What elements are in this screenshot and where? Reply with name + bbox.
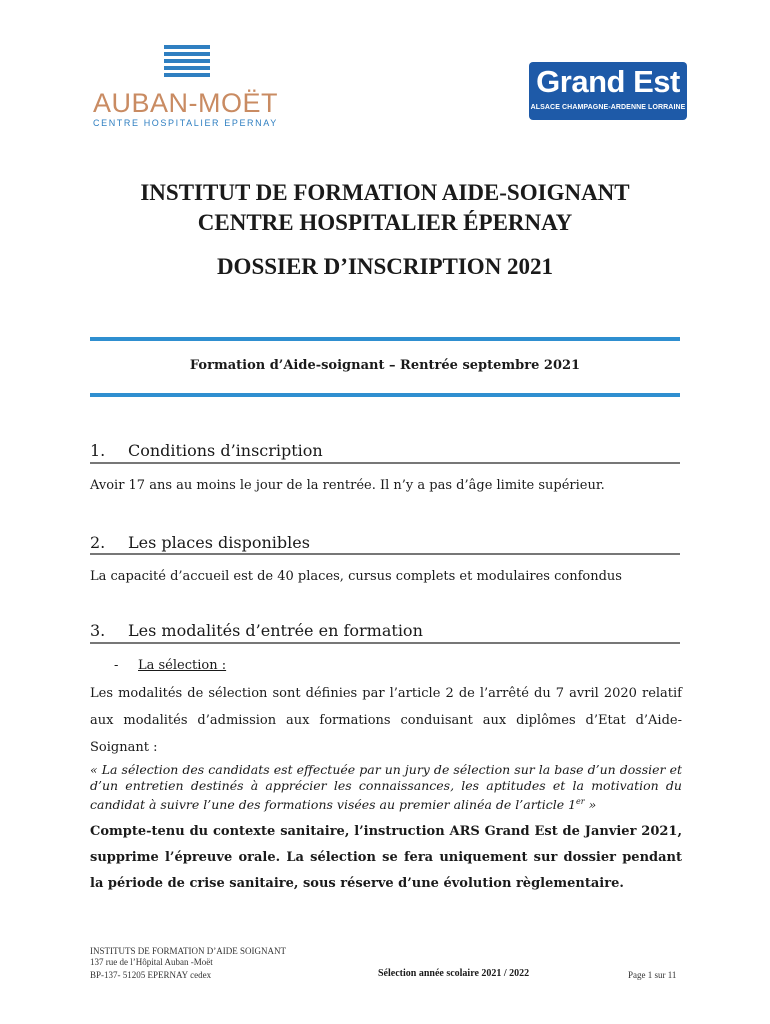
auban-moet-logo-name: AUBAN-MOËT (93, 88, 279, 118)
training-banner: Formation d’Aide-soignant – Rentrée septembre 2021 (189, 358, 581, 373)
grand-est-logo-subtitle: ALSACE CHAMPAGNE-ARDENNE LORRAINE (530, 104, 686, 111)
selection-quote (90, 762, 682, 813)
selection-quote-text: « La sélection des candidats est effectuée par un jury de sélection sur la base d’un dossier et d’un entretien destinés à apprécier les connaissances, les aptitudes et la motivation du candidat à suivre l’une des formations visées au premier alinéa de l’article 1 (90, 762, 682, 813)
sanitary-notice: Compte-tenu du contexte sanitaire, l’instruction ARS Grand Est de Janvier 2021, supprime l’épreuve orale. La sélection se fera uniquement sur dossier pendant la période de crise sanitaire, sous réserve d’une évolution règlementaire. (90, 824, 682, 891)
selection-paragraph: Les modalités de sélection sont définies par l’article 2 de l’arrêté du 7 avril 2020 relatif aux modalités d’admission aux formations conduisant aux diplômes d’Etat d’Aide-Soignant : (90, 686, 682, 755)
document-title-line2: CENTRE HOSPITALIER ÉPERNAY (197, 210, 573, 235)
banner-top-rule (90, 337, 680, 341)
section-3-rule (90, 642, 680, 644)
section-2-title: Les places disponibles (128, 533, 310, 552)
auban-moet-logo-mark (164, 45, 210, 80)
section-2-text: La capacité d’accueil est de 40 places, cursus complets et modulaires confondus (90, 569, 622, 584)
grand-est-logo-name: Grand Est (536, 64, 680, 99)
section-2-number: 2. (90, 533, 106, 552)
section-3-title: Les modalités d’entrée en formation (128, 621, 423, 640)
footer-page-number: Page 1 sur 11 (628, 970, 677, 980)
section-3-number: 3. (90, 621, 106, 640)
footer-institute: INSTITUTS DE FORMATION D’AIDE SOIGNANT (90, 946, 286, 956)
selection-bullet: - (114, 658, 119, 673)
banner-bottom-rule (90, 393, 680, 397)
footer-selection-year: Sélection année scolaire 2021 / 2022 (378, 968, 530, 979)
section-1-title: Conditions d’inscription (128, 441, 323, 460)
selection-quote-superscript: er (576, 797, 585, 806)
footer-postal: BP-137- 51205 EPERNAY cedex (90, 970, 212, 980)
selection-label: La sélection : (138, 658, 227, 673)
section-1-number: 1. (90, 441, 106, 460)
grand-est-logo (529, 62, 687, 120)
selection-quote-end: » (584, 797, 597, 813)
footer-address: 137 rue de l’Hôpital Auban -Moët (90, 957, 213, 967)
auban-moet-logo-subtitle: CENTRE HOSPITALIER EPERNAY (93, 118, 278, 128)
document-title-line1: INSTITUT DE FORMATION AIDE-SOIGNANT (140, 180, 630, 205)
document-title-dossier: DOSSIER D’INSCRIPTION 2021 (216, 254, 554, 279)
section-1-text: Avoir 17 ans au moins le jour de la rentrée. Il n’y a pas d’âge limite supérieur. (90, 478, 605, 493)
section-1-rule (90, 462, 680, 464)
section-2-rule (90, 553, 680, 555)
